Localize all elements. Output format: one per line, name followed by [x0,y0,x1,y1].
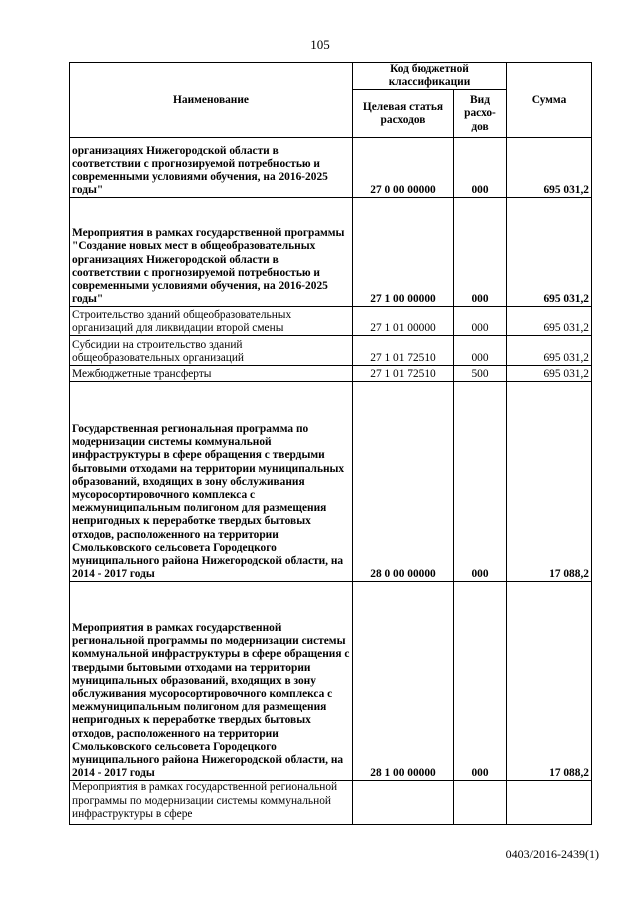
page-number: 105 [310,37,330,52]
row-sum: 695 031,2 [507,138,592,198]
row-expense-type: 000 [454,382,507,582]
row-name: Межбюджетные трансферты [70,366,353,382]
row-code: 27 1 00 00000 [353,198,454,307]
header-name: Наименование [70,63,353,138]
row-expense-type: 000 [454,582,507,781]
row-name: Мероприятия в рамках государственной региональной программы по модернизации системы коммунальной инфраструктуры в сфере [70,781,353,825]
row-expense-type: 000 [454,138,507,198]
row-sum: 17 088,2 [507,582,592,781]
row-code: 27 0 00 00000 [353,138,454,198]
row-name: Строительство зданий общеобразовательных организаций для ликвидации второй смены [70,307,353,336]
table-header-row [70,63,592,90]
row-sum: 695 031,2 [507,336,592,366]
row-sum: 695 031,2 [507,307,592,336]
row-code [353,781,454,825]
row-code: 27 1 01 72510 [353,366,454,382]
budget-table [69,62,592,825]
row-expense-type [454,781,507,825]
table-row [70,781,592,825]
row-sum: 695 031,2 [507,366,592,382]
row-sum: 695 031,2 [507,198,592,307]
row-sum: 17 088,2 [507,382,592,582]
header-expense-type: Вид расхо-дов [454,90,507,138]
row-expense-type: 500 [454,366,507,382]
row-expense-type: 000 [454,336,507,366]
row-code: 27 1 01 00000 [353,307,454,336]
table-row [70,138,592,198]
header-target-article: Целевая статья расходов [353,90,454,138]
header-sum: Сумма [507,63,592,138]
table-row [70,582,592,781]
row-name: Мероприятия в рамках государственной программы "Создание новых мест в общеобразовательных организациях Нижегородской области в соответствии с прогнозируемой потребностью и современными условиями обучения, на 2016-2025 годы" [70,198,353,307]
row-name: организациях Нижегородской области в соответствии с прогнозируемой потребностью и современными условиями обучения, на 2016-2025 годы" [70,138,353,198]
row-code: 28 0 00 00000 [353,382,454,582]
table-row [70,336,592,366]
row-code: 27 1 01 72510 [353,336,454,366]
row-expense-type: 000 [454,198,507,307]
row-code: 28 1 00 00000 [353,582,454,781]
table-row [70,198,592,307]
table-row [70,382,592,582]
row-name: Субсидии на строительство зданий общеобразовательных организаций [70,336,353,366]
table-row [70,366,592,382]
table-row [70,307,592,336]
row-expense-type: 000 [454,307,507,336]
row-name: Государственная региональная программа по модернизации системы коммунальной инфраструктуры в сфере обращения с твердыми бытовыми отходами на территории муниципальных образований, входящих в зону обслуживания мусоросортировочного комплекса с межмуниципальным полигоном для размещения непригодных к переработке твердых бытовых отходов, расположенного на территории Смольковского сельсовета Городецкого муниципального района Нижегородской области, на 2014 - 2017 годы [70,382,353,582]
document-code: 0403/2016-2439(1) [505,847,599,861]
header-budget-code: Код бюджетной классификации [353,63,507,90]
row-name: Мероприятия в рамках государственной региональной программы по модернизации системы коммунальной инфраструктуры в сфере обращения с твердыми бытовыми отходами на территории муниципальных образований, входящих в зону обслуживания мусоросортировочного комплекса с межмуниципальным полигоном для размещения непригодных к переработке твердых бытовых отходов, расположенного на территории Смольковского сельсовета Городецкого муниципального района Нижегородской области, на 2014 - 2017 годы [70,582,353,781]
row-sum [507,781,592,825]
